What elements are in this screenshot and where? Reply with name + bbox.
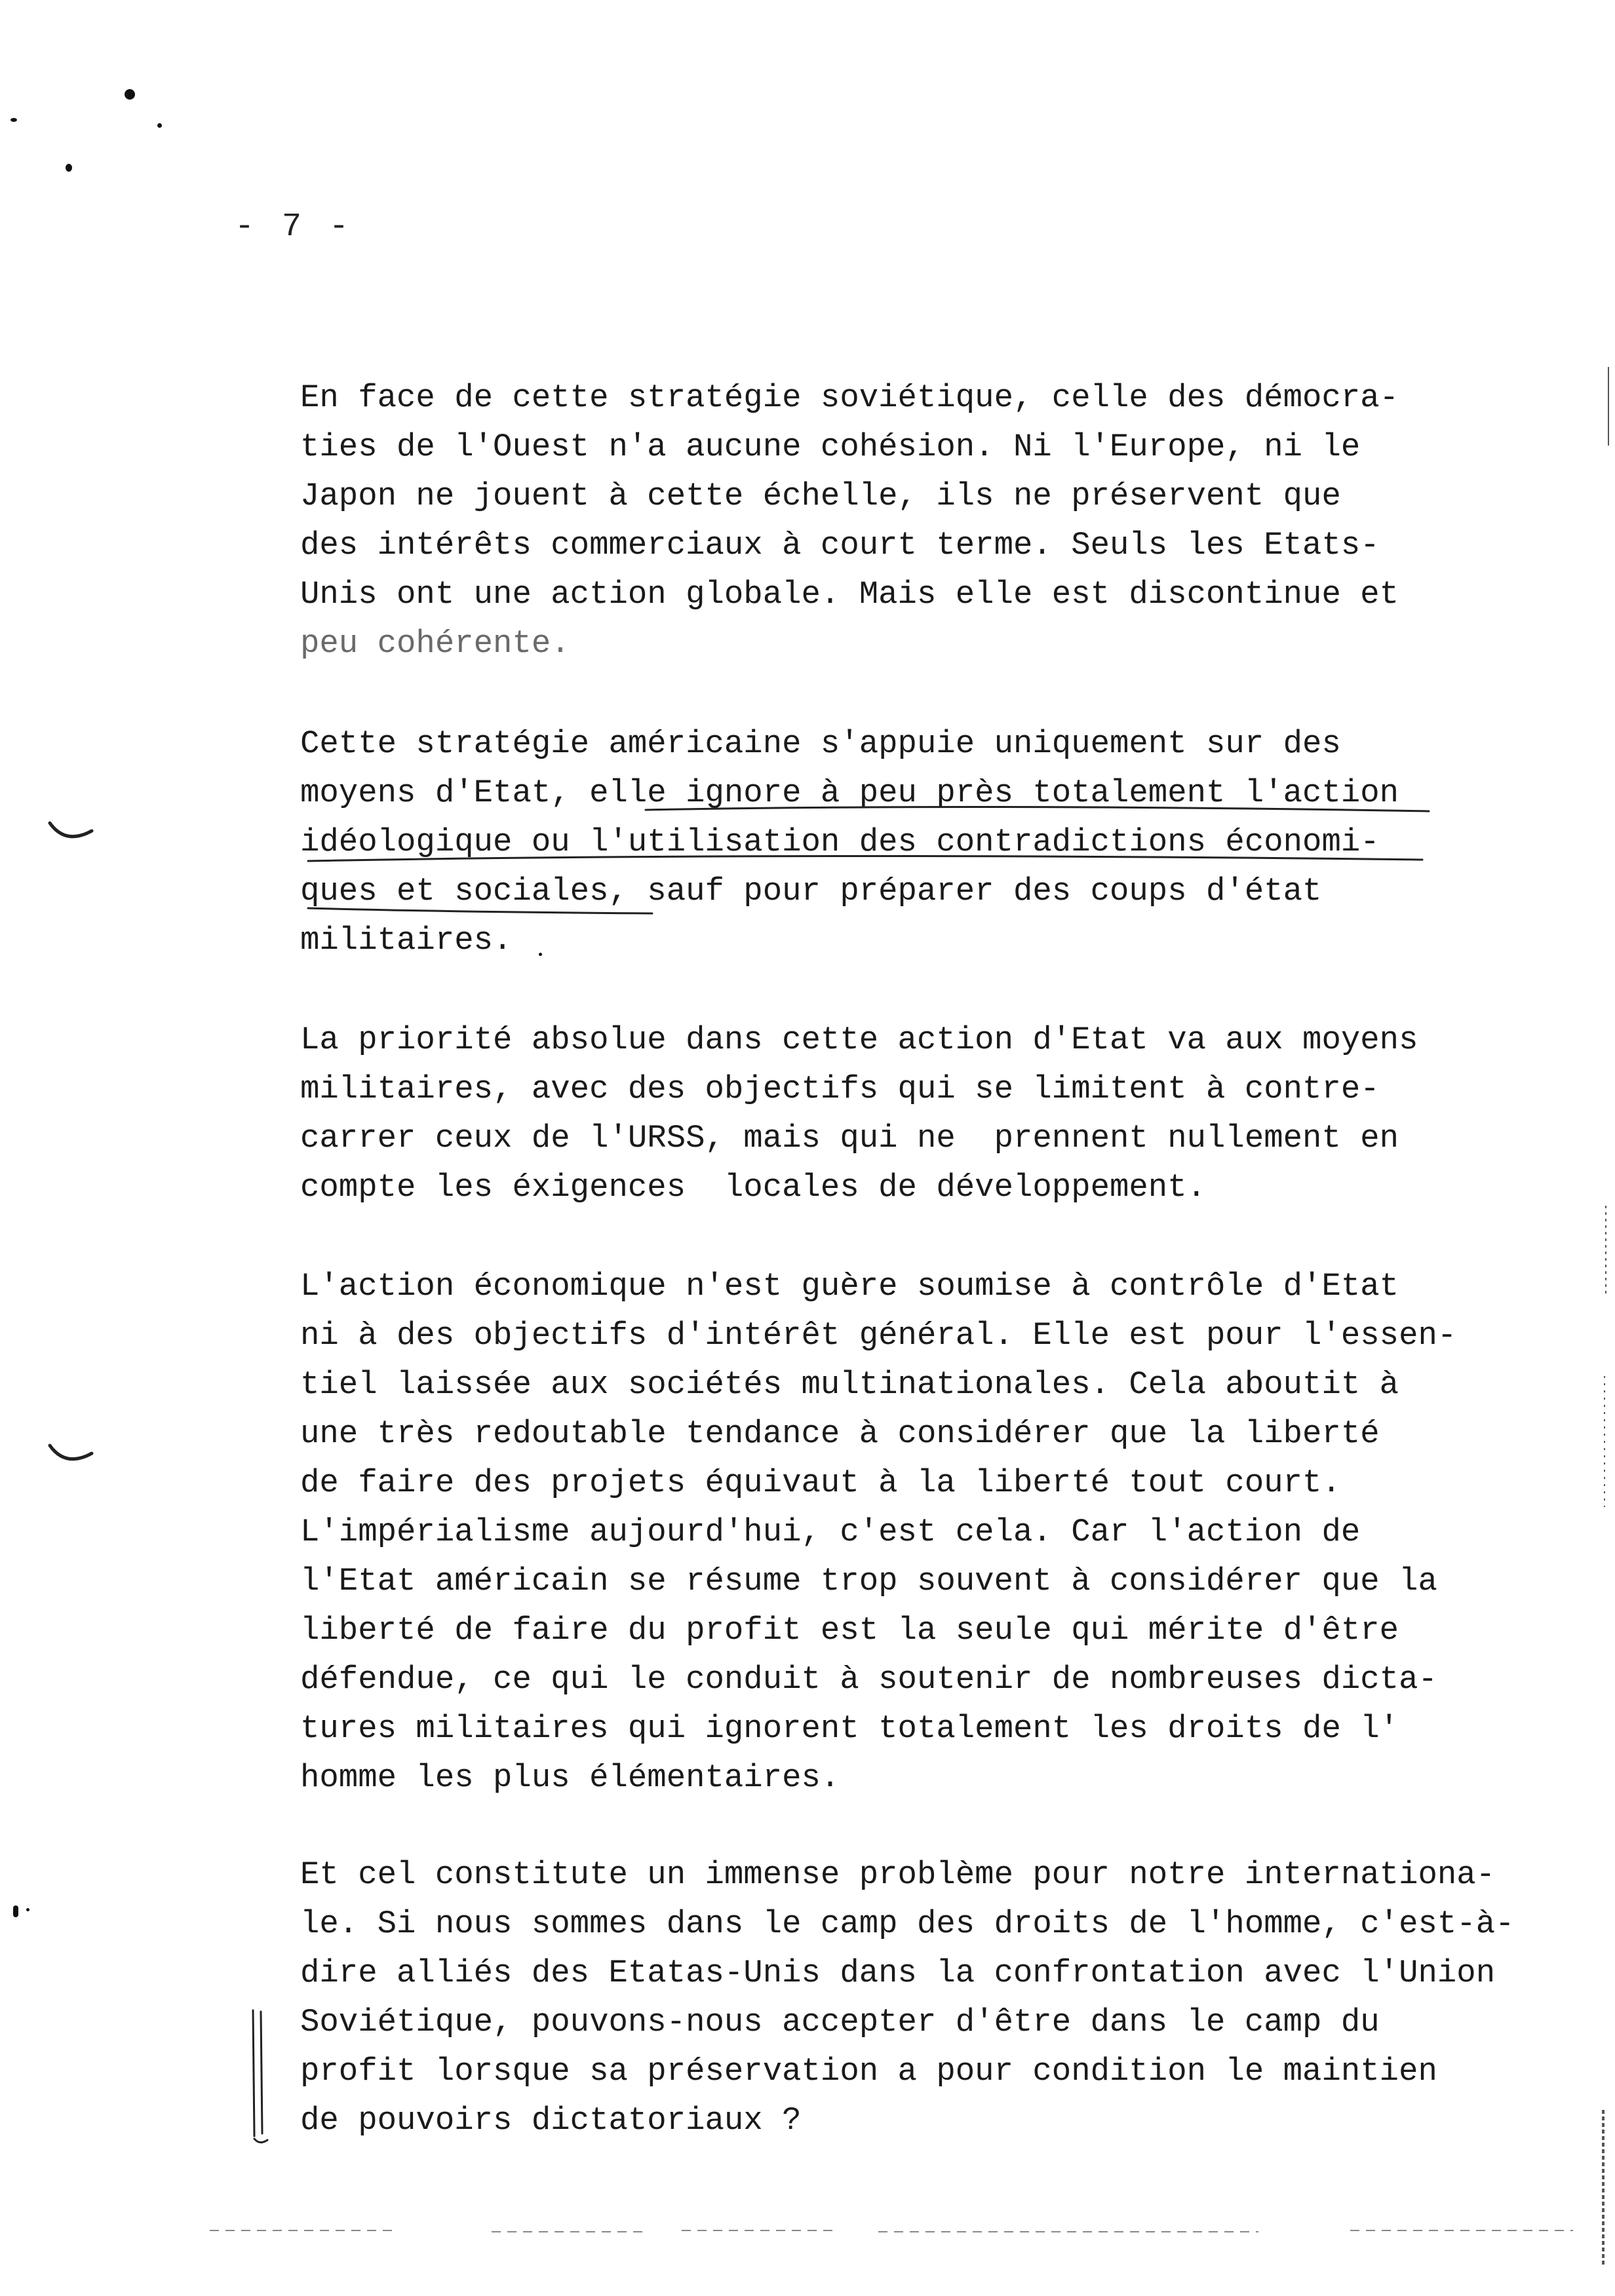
margin-tick-mark xyxy=(46,819,98,852)
text-line: moyens d'Etat, elle ignore à peu près totalement l'action xyxy=(300,775,1399,811)
scan-speck xyxy=(125,89,135,100)
text-line: l'Etat américain se résume trop souvent à considérer que la xyxy=(300,1563,1437,1599)
scan-speck xyxy=(157,123,162,128)
margin-tick-mark xyxy=(46,1442,98,1474)
scan-edge-marks xyxy=(1580,328,1615,2280)
scan-speck xyxy=(10,118,17,122)
text-line: peu cohérente. xyxy=(300,625,570,662)
margin-bracket xyxy=(248,2005,281,2149)
text-line: liberté de faire du profit est la seule qui mérite d'être xyxy=(300,1612,1399,1649)
text-line: En face de cette stratégie soviétique, celle des démocra- xyxy=(300,379,1399,416)
text-line: carrer ceux de l'URSS, mais qui ne prennent nullement en xyxy=(300,1120,1399,1157)
text-line: idéologique ou l'utilisation des contradictions économi- xyxy=(300,824,1380,860)
scan-speck xyxy=(66,164,72,172)
text-line: de pouvoirs dictatoriaux ? xyxy=(300,2102,802,2139)
text-line: tures militaires qui ignorent totalement les droits de l' xyxy=(300,1710,1399,1747)
scan-speck xyxy=(26,1908,29,1911)
text-line: La priorité absolue dans cette action d'Etat va aux moyens xyxy=(300,1022,1418,1058)
text-line: compte les éxigences locales de développement. xyxy=(300,1169,1207,1206)
text-line: Unis ont une action globale. Mais elle est discontinue et xyxy=(300,576,1399,613)
text-line: L'action économique n'est guère soumise à contrôle d'Etat xyxy=(300,1268,1399,1305)
text-line: le. Si nous sommes dans le camp des droits de l'homme, c'est-à- xyxy=(300,1905,1515,1942)
text-line: ques et sociales, sauf pour préparer des coups d'état xyxy=(300,873,1322,909)
text-line: Et cel constitute un immense problème pour notre internationa- xyxy=(300,1856,1496,1893)
scan-speck xyxy=(539,953,542,956)
text-line: de faire des projets équivaut à la liberté tout court. xyxy=(300,1464,1341,1501)
text-line: ni à des objectifs d'intérêt général. Elle est pour l'essen- xyxy=(300,1317,1457,1354)
text-line: militaires. xyxy=(300,922,513,959)
text-line: dire alliés des Etatas-Unis dans la confrontation avec l'Union xyxy=(300,1955,1496,1991)
text-line: défendue, ce qui le conduit à soutenir de nombreuses dicta- xyxy=(300,1661,1437,1698)
text-line: Japon ne jouent à cette échelle, ils ne préservent que xyxy=(300,478,1341,514)
text-line: L'impérialisme aujourd'hui, c'est cela. Car l'action de xyxy=(300,1514,1361,1550)
text-line: profit lorsque sa préservation a pour condition le maintien xyxy=(300,2053,1437,2090)
text-line: tiel laissée aux sociétés multinationales. Cela aboutit à xyxy=(300,1366,1399,1403)
page-number: - 7 - xyxy=(235,208,353,246)
text-line: une très redoutable tendance à considérer que la liberté xyxy=(300,1415,1380,1452)
text-line: des intérêts commerciaux à court terme. Seuls les Etats- xyxy=(300,527,1380,564)
text-line: militaires, avec des objectifs qui se limitent à contre- xyxy=(300,1071,1380,1107)
text-line: ties de l'Ouest n'a aucune cohésion. Ni l'Europe, ni le xyxy=(300,429,1361,465)
scan-speck xyxy=(13,1905,18,1917)
text-line: Soviétique, pouvons-nous accepter d'être dans le camp du xyxy=(300,2004,1380,2040)
text-line: Cette stratégie américaine s'appuie uniquement sur des xyxy=(300,725,1341,762)
text-line: homme les plus élémentaires. xyxy=(300,1759,840,1796)
scan-bottom-marks xyxy=(184,2221,1599,2241)
